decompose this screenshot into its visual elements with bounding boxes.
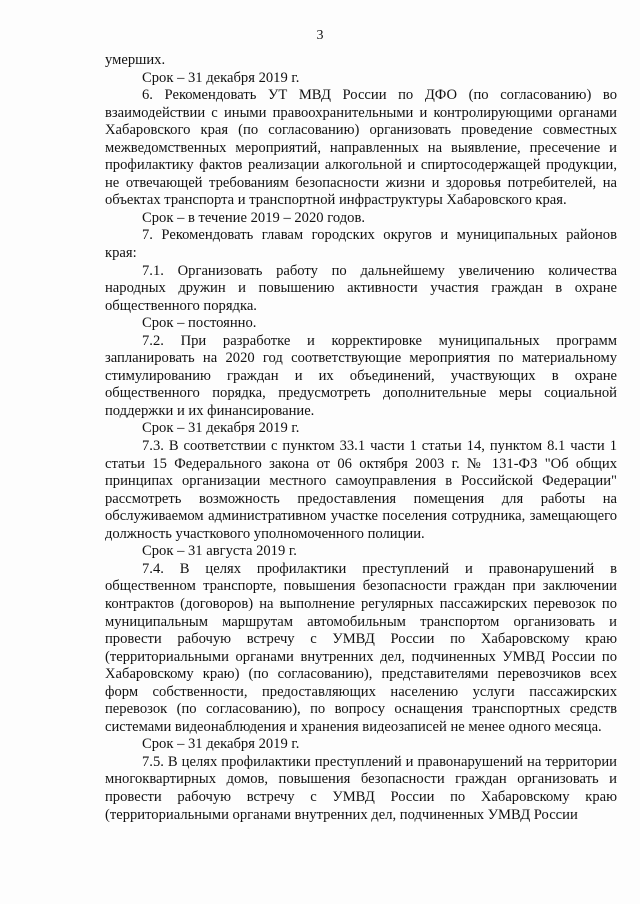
paragraph-p0: умерших. xyxy=(105,52,166,68)
paragraph-p2: 6. Рекомендовать УТ МВД России по ДФО (по согласованию) во взаимодействии с иными правоохранительными и контролирующими органами Хабаровского края (по согласованию) организовать проведение совместных межведомственных мероприятий, направленных на выявление, пресечение и профилактику фактов реализации алкогольной и спиртосодержащей продукции, не отвечающей требованиям безопасности жизни и здоровья потребителей, на объектах транспорта и транспортной инфраструктуры Хабаровского края. xyxy=(105,87,617,209)
paragraph-p12: Срок – 31 декабря 2019 г. xyxy=(142,736,300,753)
paragraph-p13: 7.5. В целях профилактики преступлений и правонарушений на территории многоквартирных домов, повышения безопасности граждан организовать и провести рабочую встречу с УМВД России по Хабаровскому краю (территориальными органами внутренних дел, подчиненных УМВД России xyxy=(105,753,617,823)
paragraph-p7: 7.2. При разработке и корректировке муниципальных программ запланировать на 2020 год соответствующие мероприятия по материальному стимулированию граждан и их объединений, участвующих в охране общественного порядка, предусмотреть дополнительные меры социальной поддержки и их финансирование. xyxy=(105,332,617,419)
paragraph-p5: 7.1. Организовать работу по дальнейшему увеличению количества народных дружин и повышению активности участия граждан в охране общественного порядка. xyxy=(105,262,617,314)
paragraph-p9: 7.3. В соответствии с пунктом 33.1 части 1 статьи 14, пунктом 8.1 части 1 статьи 15 Федерального закона от 06 октября 2003 г. № 131-ФЗ "Об общих принципах организации местного самоуправления в Российской Федерации" рассмотреть возможность предоставления помещения для работы на обслуживаемом административном участке поселения сотрудника, замещающего должность участкового уполномоченного полиции. xyxy=(105,438,617,542)
paragraph-p10: Срок – 31 августа 2019 г. xyxy=(142,543,297,560)
paragraph-p3: Срок – в течение 2019 – 2020 годов. xyxy=(142,209,365,226)
paragraph-p8: Срок – 31 декабря 2019 г. xyxy=(142,420,300,437)
paragraph-p11: 7.4. В целях профилактики преступлений и правонарушений в общественном транспорте, повышения безопасности граждан при заключении контрактов (договоров) на выполнение регулярных пассажирских перевозок по муниципальным маршрутам автомобильным транспортом организовать и провести рабочую встречу с УМВД России по Хабаровскому краю (территориальными органами внутренних дел, подчиненных УМВД России по Хабаровскому краю) (по согласованию), представителями перевозчиков всех форм собственности, предоставляющих населению услуги пассажирских перевозок (по согласованию), по вопросу оснащения транспортных средств системами видеонаблюдения и хранения видеозаписей не менее одного месяца. xyxy=(105,560,617,735)
page-number: 3 xyxy=(316,28,324,43)
paragraph-p1: Срок – 31 декабря 2019 г. xyxy=(142,69,300,86)
document-body xyxy=(105,52,617,824)
paragraph-p6: Срок – постоянно. xyxy=(142,315,257,332)
paragraph-p4: 7. Рекомендовать главам городских округов и муниципальных районов края: xyxy=(105,227,617,262)
